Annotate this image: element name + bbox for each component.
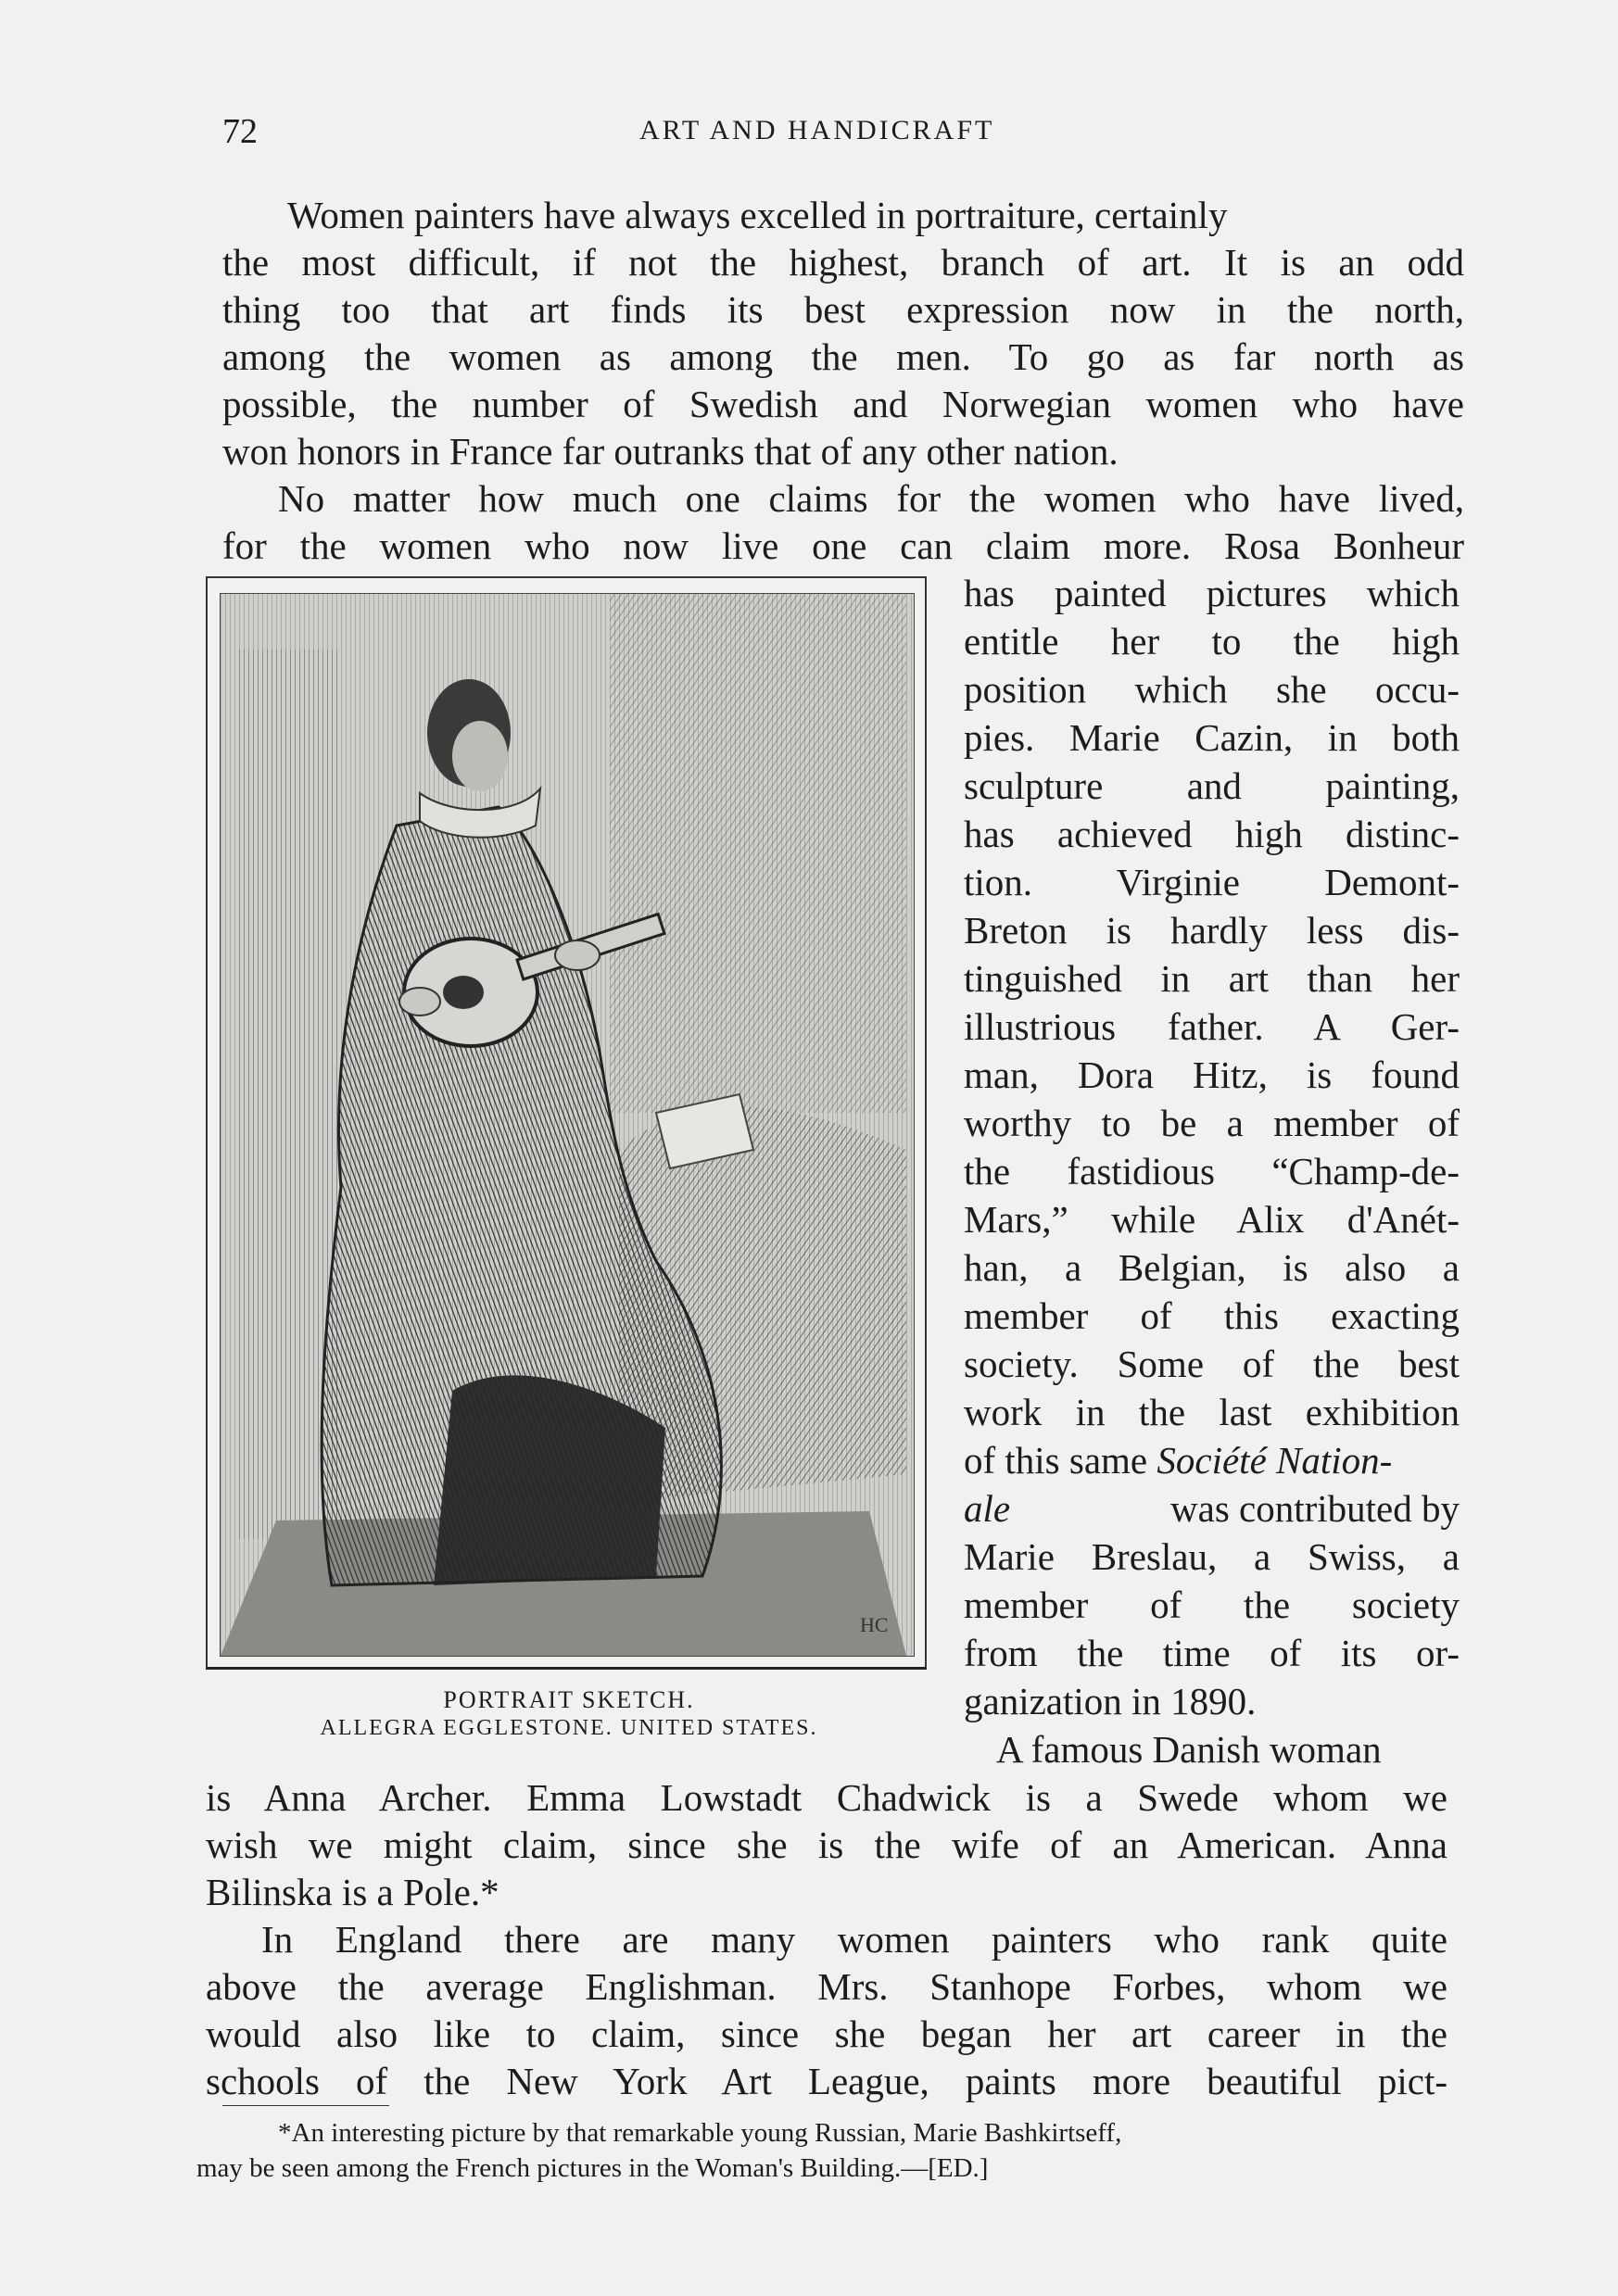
body-line	[964, 1484, 1460, 1533]
body-line: won honors in France far outranks that of any other nation.	[222, 430, 1119, 473]
body-line: illustrious father. A Ger-	[964, 1005, 1460, 1048]
body-line: Marie Breslau, a Swiss, a	[964, 1535, 1460, 1578]
artist-monogram: HC	[860, 1613, 889, 1636]
body-line: tinguished in art than her	[964, 957, 1460, 1000]
body-line: above the average Englishman. Mrs. Stanhope Forbes, whom we	[206, 1965, 1447, 2008]
page-header	[0, 111, 1618, 158]
body-line: worthy to be a member of	[964, 1102, 1460, 1144]
body-line: entitle her to the high	[964, 620, 1460, 662]
body-line: In England there are many women painters who rank quite	[261, 1918, 1447, 1961]
running-head: ART AND HANDICRAFT	[639, 115, 995, 145]
figure-caption-credit: ALLEGRA EGGLESTONE. UNITED STATES.	[320, 1716, 818, 1740]
body-line: work in the last exhibition	[964, 1391, 1460, 1433]
italic-title: ale	[964, 1487, 1011, 1530]
portrait-engraving	[220, 593, 915, 1657]
figure-caption-title: PORTRAIT SKETCH.	[443, 1686, 695, 1713]
woman-playing-mandolin-illustration	[221, 594, 914, 1656]
body-line: wish we might claim, since she is the wife of an American. Anna	[206, 1823, 1447, 1866]
body-line: has achieved high distinc-	[964, 813, 1460, 855]
body-line: from the time of its or-	[964, 1632, 1460, 1674]
body-text: was contributed by	[1170, 1487, 1460, 1530]
body-line: pies. Marie Cazin, in both	[964, 716, 1460, 759]
body-line: thing too that art finds its best expression now in the north,	[222, 288, 1464, 331]
body-line: Women painters have always excelled in portraiture, certainly	[287, 194, 1228, 236]
body-line: is Anna Archer. Emma Lowstadt Chadwick is a Swede whom we	[206, 1776, 1447, 1819]
body-line: the fastidious “Champ-de-	[964, 1150, 1460, 1192]
body-line: man, Dora Hitz, is found	[964, 1053, 1460, 1096]
footnote-line: may be seen among the French pictures in the Woman's Building.—[ED.]	[196, 2153, 989, 2183]
body-line: position which she occu-	[964, 668, 1460, 711]
body-line: ganization in 1890.	[964, 1680, 1257, 1722]
body-line: would also like to claim, since she began her art career in the	[206, 2012, 1447, 2055]
body-line: Mars,” while Alix d'Anét-	[964, 1198, 1460, 1241]
body-line: Bilinska is a Pole.*	[206, 1871, 499, 1913]
body-text: of this same	[964, 1439, 1148, 1482]
footnote-line: *An interesting picture by that remarkable young Russian, Marie Bashkirtseff,	[278, 2118, 1122, 2148]
body-line: han, a Belgian, is also a	[964, 1246, 1460, 1289]
body-line: the most difficult, if not the highest, branch of art. It is an odd	[222, 241, 1464, 284]
body-line: member of this exacting	[964, 1294, 1460, 1337]
body-line: schools of the New York Art League, paints more beautiful pict-	[206, 2060, 1447, 2102]
body-line: tion. Virginie Demont-	[964, 861, 1460, 903]
body-line: No matter how much one claims for the women who have lived,	[278, 477, 1464, 520]
body-line: Breton is hardly less dis-	[964, 909, 1460, 952]
body-line: society. Some of the best	[964, 1343, 1460, 1385]
body-line	[964, 1436, 1392, 1484]
body-line: has painted pictures which	[964, 572, 1460, 614]
body-line: A famous Danish woman	[996, 1728, 1382, 1771]
body-line: member of the society	[964, 1583, 1460, 1626]
page-number: 72	[222, 112, 258, 151]
footnote-rule	[222, 2105, 389, 2106]
body-line: among the women as among the men. To go as far north as	[222, 335, 1464, 378]
body-line: for the women who now live one can claim more. Rosa Bonheur	[222, 524, 1464, 567]
body-line: sculpture and painting,	[964, 764, 1460, 807]
italic-title: Société Nation-	[1157, 1439, 1393, 1482]
body-line: possible, the number of Swedish and Norwegian women who have	[222, 383, 1464, 425]
